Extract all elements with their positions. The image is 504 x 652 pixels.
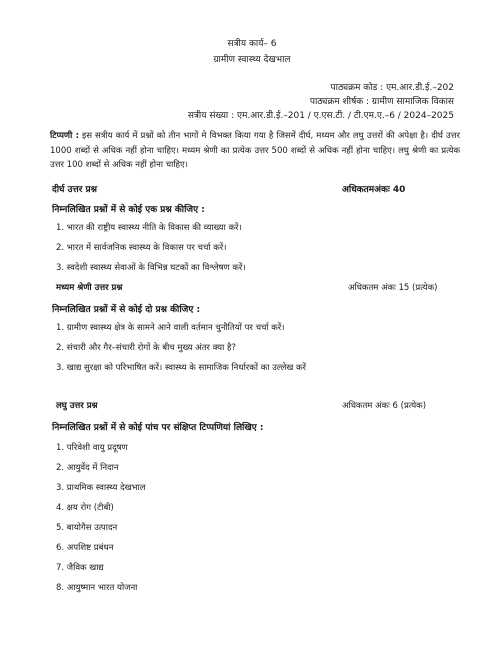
medium-question-3: 3. खाद्य सुरक्षा को परिभाषित करें। स्वास्थ्य के सामाजिक निर्धारकों का उल्लेख करें xyxy=(56,363,307,373)
short-section-marks: अधिकतम अंकः 6 (प्रत्येक) xyxy=(342,401,427,411)
medium-section-marks: अधिकतम अंकः 15 (प्रत्येक) xyxy=(348,283,438,293)
long-question-2: 2. भारत में सार्वजनिक स्वास्थ्य के विकास पर चर्चा करें। xyxy=(56,243,227,253)
short-question-7: 7. जैविक खाद्य xyxy=(56,563,104,573)
short-question-6: 6. अपशिष्ट प्रबंधन xyxy=(56,543,114,553)
note-text: इस सत्रीय कार्य में प्रश्नों को तीन भागों मे विभक्त किया गया है जिसमें दीर्घ, मध्यम और लघु उत्तरों की अपेक्षा है। दीर्घ उत्तर 1000 शब्दों से अधिक नहीं होना चाहिए। मध्यम श्रेणी का प्रत्येक उत्तर 500 शब्दों से अधिक नहीं होना चाहिए। लघु श्रेणी का प्रत्येक उत्तर 100 शब्दों से अधिक नहीं होना चाहिए। xyxy=(50,131,461,170)
short-question-2: 2. आयुर्वेद में निदान xyxy=(56,463,119,473)
note-paragraph xyxy=(50,129,460,173)
long-section-heading: दीर्घ उत्तर प्रश्न xyxy=(52,185,98,195)
short-question-5: 5. बायोगैस उत्पादन xyxy=(56,523,118,533)
document-title: ग्रामीण स्वास्थ्य देखभाल xyxy=(213,55,291,65)
course-code: पाठ्यक्रम कोड : एम.आर.डी.ई.–202 xyxy=(330,83,454,93)
assignment-number: सत्रीय कार्य– 6 xyxy=(227,39,277,49)
short-section-instruction: निम्नलिखित प्रश्नों में से कोई पांच पर संक्षिप्त टिप्पणियां लिखिए : xyxy=(52,423,264,433)
medium-question-1: 1. ग्रामीण स्वास्थ्य क्षेत्र के सामने आने वाली वर्तमान चुनौतियों पर चर्चा करें। xyxy=(56,323,285,333)
short-question-4: 4. क्षय रोग (टीबी) xyxy=(56,503,114,513)
short-question-3: 3. प्राथमिक स्वास्थ्य देखभाल xyxy=(56,483,146,493)
note-label: टिप्पणी : xyxy=(50,131,79,141)
short-question-8: 8. आयुष्मान भारत योजना xyxy=(56,583,138,593)
short-section-heading: लघु उत्तर प्रश्न xyxy=(56,401,98,411)
assignment-code: सत्रीय संख्या : एम.आर.डी.ई.–201 / ए.एस.टी. / टी.एम.ए.–6 / 2024–2025 xyxy=(187,111,454,121)
medium-question-2: 2. संचारी और गैर–संचारी रोगों के बीच मुख्य अंतर क्या है? xyxy=(56,343,237,353)
long-question-1: 1. भारत की राष्ट्रीय स्वास्थ्य नीति के विकास की व्याख्या करें। xyxy=(56,223,242,233)
course-title: पाठ्यक्रम शीर्षक : ग्रामीण सामाजिक विकास xyxy=(309,97,454,107)
long-section-instruction: निम्नलिखित प्रश्नों में से कोई एक प्रश्न कीजिए : xyxy=(52,205,205,215)
medium-section-heading: मध्यम श्रेणी उत्तर प्रश्न xyxy=(56,283,123,293)
short-question-1: 1. परिवेशी वायु प्रदूषण xyxy=(56,443,128,453)
long-section-marks: अधिकतमअंकः 40 xyxy=(342,185,406,195)
long-question-3: 3. स्वदेशी स्वास्थ्य सेवाओं के विभिन्न घटकों का विश्लेषण करें। xyxy=(56,263,246,273)
medium-section-instruction: निम्नलिखित प्रश्नों में से कोई दो प्रश्न कीजिए : xyxy=(52,305,201,315)
